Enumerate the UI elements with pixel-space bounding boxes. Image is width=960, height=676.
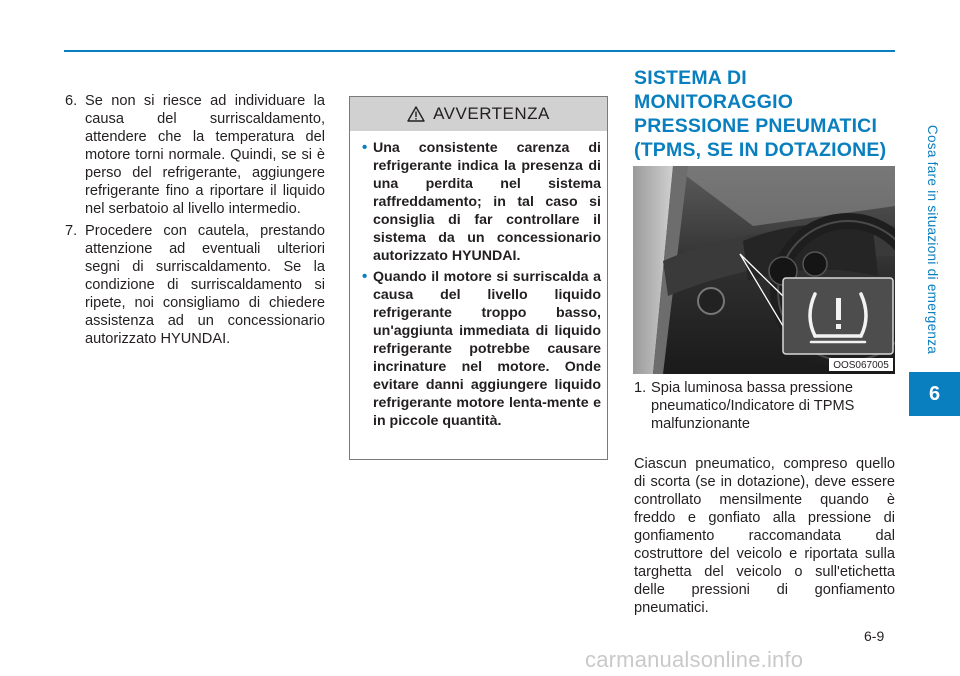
left-column bbox=[65, 92, 325, 352]
item-number: 7. bbox=[65, 223, 78, 239]
warning-bullet bbox=[362, 139, 601, 265]
bullet-text: Una consistente carenza di refrigerante indica la presenza di una perdita nel sistema raffreddamento; in tal caso si consiglia di far controllare il sistema da un concessionario autorizzato HYUNDAI. bbox=[373, 140, 601, 264]
warning-title: AVVERTENZA bbox=[433, 104, 550, 123]
bullet-dot-icon: • bbox=[362, 139, 368, 156]
item-number: 6. bbox=[65, 93, 78, 109]
caption-item bbox=[634, 379, 894, 433]
header-rule bbox=[64, 50, 895, 52]
chapter-title: Cosa fare in situazioni di emergenza bbox=[925, 124, 941, 354]
chapter-number-tab bbox=[909, 372, 960, 416]
chapter-side-label bbox=[918, 110, 948, 368]
warning-triangle-icon bbox=[407, 106, 425, 122]
photo-code: OOS067005 bbox=[833, 360, 889, 371]
dashboard-photo bbox=[633, 166, 895, 374]
warning-header bbox=[350, 97, 607, 131]
item-text: Se non si riesce ad individuare la causa del surriscaldamento, attendere che la temperatura del motore torni normale. Quindi, se si è perso del refrigerante, aggiungere refrigerante fino a riportare il liquido nel serbatoio al livello intermedio. bbox=[85, 93, 325, 217]
warning-box bbox=[349, 96, 608, 460]
footer-watermark: carmanualsonline.info bbox=[585, 647, 804, 672]
warning-body bbox=[350, 131, 607, 430]
caption-number: 1. bbox=[634, 380, 647, 396]
chapter-number: 6 bbox=[928, 382, 941, 405]
bullet-dot-icon: • bbox=[362, 268, 368, 285]
dashboard-illustration bbox=[633, 166, 895, 374]
item-text: Procedere con cautela, prestando attenzione ad eventuali ulteriori segni di surriscaldamento. Se la condizione di surriscaldamento si ripete, noi consigliamo di chiedere assistenza ad un concessionario autorizzato HYUNDAI. bbox=[85, 223, 325, 347]
list-item bbox=[65, 92, 325, 218]
list-item bbox=[65, 222, 325, 348]
bullet-text: Quando il motore si surriscalda a causa del livello liquido refrigerante troppo basso, un'aggiunta immediata di liquido refrigerante potrebbe causare incrinature nel motore. Onde evitare danni aggiungere liquido refrigerante motore lenta-mente e in piccole quantità. bbox=[373, 269, 601, 429]
warning-bullet bbox=[362, 268, 601, 430]
page-number: 6-9 bbox=[864, 628, 885, 644]
tpms-body-paragraph: Ciascun pneumatico, compreso quello di scorta (se in dotazione), deve essere controllato mensilmente quando è freddo e gonfiato alla pressione di gonfiamento raccomandata dal costruttore del veicolo e riportata sulla targhetta del veicolo o sull'etichetta delle pressioni di gonfiamento pneumatici. bbox=[634, 456, 895, 616]
photo-caption bbox=[634, 379, 894, 437]
section-title: SISTEMA DI MONITORAGGIO PRESSIONE PNEUMATICI (TPMS, SE IN DOTAZIONE) bbox=[634, 67, 887, 161]
caption-text: Spia luminosa bassa pressione pneumatico/Indicatore di TPMS malfunzionante bbox=[651, 380, 855, 432]
